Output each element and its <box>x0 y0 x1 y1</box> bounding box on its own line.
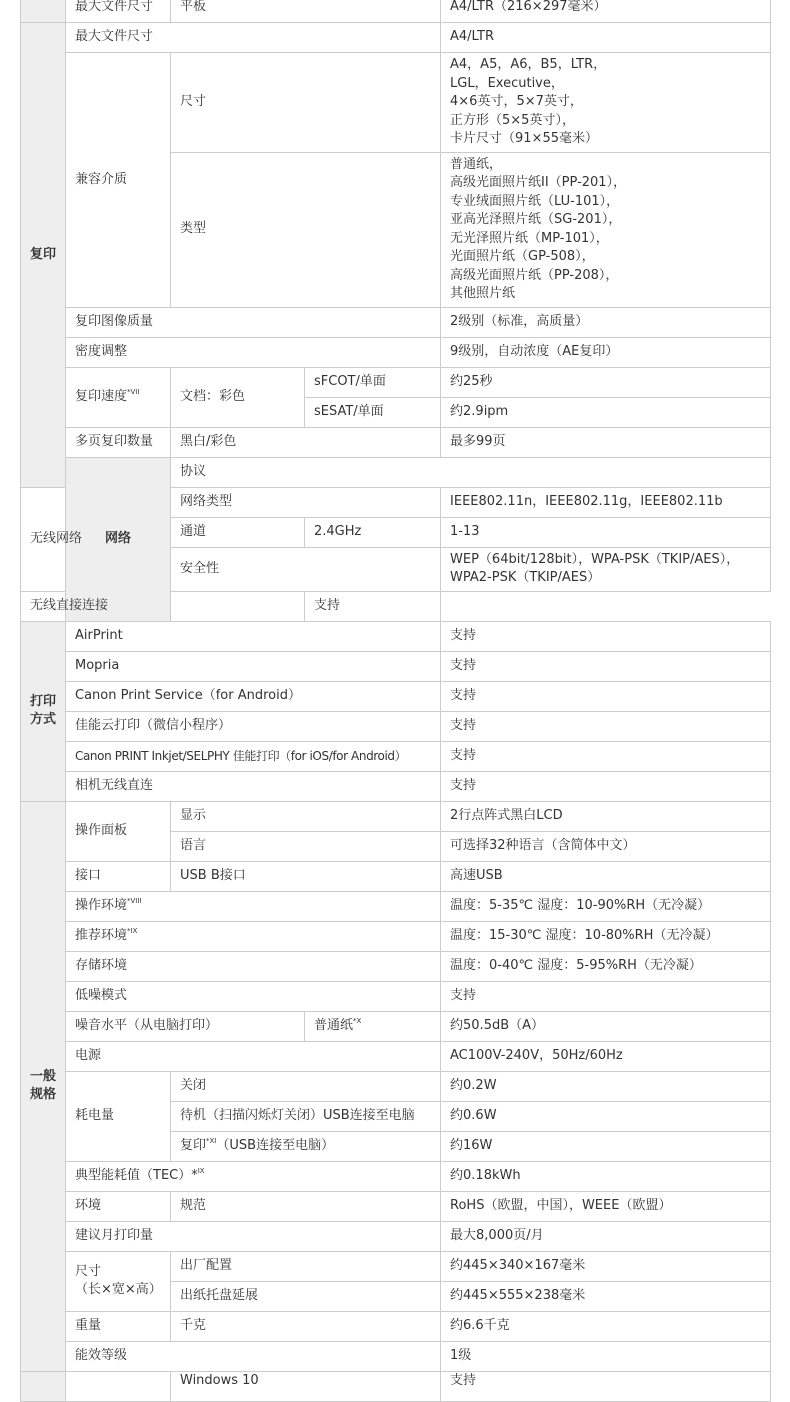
row-value: 支持 <box>305 591 441 621</box>
row-sublabel: 普通纸$^{*X}$ <box>305 1011 441 1041</box>
type-line: 高级光面照片纸（PP-208）， <box>450 267 619 283</box>
type-line: 其他照片纸 <box>450 286 516 301</box>
row-sublabel: 出纸托盘延展 <box>171 1281 441 1311</box>
table-row <box>21 1251 771 1281</box>
row-sublabel: 2.4GHz <box>305 517 441 547</box>
type-line: 无光泽照片纸（MP-101）， <box>450 230 609 246</box>
row-value: 2行点阵式黑白LCD <box>441 801 771 831</box>
row-label: 尺寸 （长×宽×高） <box>66 1251 171 1311</box>
size-line: LGL，Executive， <box>450 75 564 91</box>
row-value: 约16W <box>441 1131 771 1161</box>
row-value: 约2.9ipm <box>441 397 771 427</box>
row-label: 无线直接连接 <box>21 591 305 621</box>
table-row <box>21 1371 771 1401</box>
row-label: 相机无线直连 <box>66 771 441 801</box>
category-general: 一般 规格 <box>21 801 66 1371</box>
row-value: 约50.5dB（A） <box>441 1011 771 1041</box>
table-row <box>21 921 771 951</box>
spec-table <box>20 0 771 1402</box>
table-row <box>21 591 771 621</box>
row-sublabel: 通道 <box>171 517 305 547</box>
row-value: 约445×340×167毫米 <box>441 1251 771 1281</box>
footnote-mark: IX <box>197 1166 205 1175</box>
footnote-mark: *VIII <box>127 896 142 905</box>
row-label: 电源 <box>66 1041 441 1071</box>
row-value: 最多99页 <box>441 427 771 457</box>
row-value: 约0.18kWh <box>441 1161 771 1191</box>
table-row <box>21 681 771 711</box>
row-value: RoHS（欧盟，中国），WEEE（欧盟） <box>441 1191 771 1221</box>
row-value: A4/LTR（216×297毫米） <box>441 0 771 23</box>
table-row <box>21 53 771 153</box>
row-sublabel: USB B接口 <box>171 861 441 891</box>
row-value: 支持 <box>441 771 771 801</box>
row-label: Canon PRINT Inkjet/SELPHY 佳能打印（for iOS/for Android） <box>66 741 441 771</box>
table-row <box>21 367 771 397</box>
row-label: Mopria <box>66 651 441 681</box>
row-value: IEEE802.11n，IEEE802.11g，IEEE802.11b <box>441 487 771 517</box>
table-row <box>21 801 771 831</box>
table-row <box>21 1221 771 1251</box>
table-row <box>21 711 771 741</box>
row-value: 温度：0-40℃ 湿度：5-95%RH（无冷凝） <box>441 951 771 981</box>
row-label: 多页复印数量 <box>66 427 171 457</box>
table-row <box>21 741 771 771</box>
row-sublabel: 文档：彩色 <box>171 367 305 427</box>
row-label: 协议 <box>171 457 771 487</box>
type-line: 亚高光泽照片纸（SG-201）， <box>450 212 622 227</box>
row-label: 环境 <box>66 1191 171 1221</box>
table-row <box>21 337 771 367</box>
row-sublabel: 显示 <box>171 801 441 831</box>
table-row <box>21 891 771 921</box>
table-row <box>21 651 771 681</box>
row-sublabel: 出厂配置 <box>171 1251 441 1281</box>
row-value: 约445×555×238毫米 <box>441 1281 771 1311</box>
table-row <box>21 1041 771 1071</box>
row-value: 约25秒 <box>441 367 771 397</box>
row-label: 兼容介质 <box>66 53 171 308</box>
row-value: 可选择32种语言（含简体中文） <box>441 831 771 861</box>
row-sublabel: 黑白/彩色 <box>171 427 441 457</box>
row-value <box>441 152 771 307</box>
security-line: WPA2-PSK（TKIP/AES） <box>450 570 601 585</box>
row-label: 佳能云打印（微信小程序） <box>66 711 441 741</box>
row-label: 操作面板 <box>66 801 171 861</box>
row-sublabel: 平板 <box>171 0 441 23</box>
size-line: A4，A5，A6，B5，LTR， <box>450 57 607 72</box>
row-label: 最大文件尺寸 <box>66 23 441 53</box>
category-cell <box>21 0 66 23</box>
row-value: 支持 <box>441 621 771 651</box>
category-copy: 复印 <box>21 23 66 488</box>
row-sublabel: sESAT/单面 <box>305 397 441 427</box>
row-sublabel: 待机（扫描闪烁灯关闭）USB连接至电脑 <box>171 1101 441 1131</box>
row-label: 最大文件尺寸 <box>66 0 171 23</box>
row-sublabel: 千克 <box>171 1311 441 1341</box>
table-row <box>21 1341 771 1371</box>
table-row <box>21 771 771 801</box>
table-row <box>21 457 771 487</box>
row-value: 温度：5-35℃ 湿度：10-90%RH（无冷凝） <box>441 891 771 921</box>
row-value <box>441 53 771 153</box>
copy-speed-label: 复印速度 <box>75 388 128 404</box>
category-cell <box>21 1371 66 1401</box>
type-line: 普通纸， <box>450 156 503 172</box>
row-label: 接口 <box>66 861 171 891</box>
footnote-mark: *X <box>353 1016 362 1025</box>
table-row <box>21 1161 771 1191</box>
row-label: 能效等级 <box>66 1341 441 1371</box>
row-value: 最大8,000页/月 <box>441 1221 771 1251</box>
row-value: 支持 <box>441 711 771 741</box>
row-sublabel: 语言 <box>171 831 441 861</box>
table-row <box>21 1191 771 1221</box>
row-label: 推荐环境$^{*IX}$ <box>66 921 441 951</box>
row-label: Canon Print Service（for Android） <box>66 681 441 711</box>
size-line: 正方形（5×5英寸）， <box>450 112 575 128</box>
row-value: 1-13 <box>441 517 771 547</box>
row-label: AirPrint <box>66 621 441 651</box>
table-row <box>21 1071 771 1101</box>
row-sublabel: 规范 <box>171 1191 441 1221</box>
row-label: 密度调整 <box>66 337 441 367</box>
footnote-mark: *VII <box>127 387 140 396</box>
row-label <box>66 367 171 427</box>
row-value: 9级别，自动浓度（AE复印） <box>441 337 771 367</box>
row-value: AC100V-240V，50Hz/60Hz <box>441 1041 771 1071</box>
row-value: 支持 <box>441 681 771 711</box>
row-value: 支持 <box>441 981 771 1011</box>
row-label: 无线网络 <box>21 487 66 591</box>
table-row <box>21 1311 771 1341</box>
row-label: 复印图像质量 <box>66 307 441 337</box>
row-value: 约6.6千克 <box>441 1311 771 1341</box>
table-row <box>21 861 771 891</box>
security-line: WEP（64bit/128bit），WPA-PSK（TKIP/AES）， <box>450 551 740 567</box>
row-sublabel: 安全性 <box>171 547 441 591</box>
row-label: 重量 <box>66 1311 171 1341</box>
table-row <box>21 427 771 457</box>
type-line: 光面照片纸（GP-508）， <box>450 249 595 264</box>
row-value <box>441 547 771 591</box>
row-value: 约0.6W <box>441 1101 771 1131</box>
row-sublabel: 尺寸 <box>171 53 441 153</box>
row-value: 支持 <box>441 1371 771 1401</box>
row-sublabel: sFCOT/单面 <box>305 367 441 397</box>
row-sublabel: 关闭 <box>171 1071 441 1101</box>
row-sublabel: 类型 <box>171 152 441 307</box>
row-label: 典型能耗值（TEC）*$^{IX}$ <box>66 1161 441 1191</box>
row-label: 建议月打印量 <box>66 1221 441 1251</box>
table-row <box>21 23 771 53</box>
row-value: 1级 <box>441 1341 771 1371</box>
row-value: 温度：15-30℃ 湿度：10-80%RH（无冷凝） <box>441 921 771 951</box>
row-sublabel: 网络类型 <box>171 487 441 517</box>
table-row <box>21 307 771 337</box>
type-line: 高级光面照片纸II（PP-201）， <box>450 175 627 190</box>
row-value: 2级别（标准，高质量） <box>441 307 771 337</box>
row-label: 噪音水平（从电脑打印） <box>66 1011 305 1041</box>
table-row <box>21 621 771 651</box>
row-value: 支持 <box>441 741 771 771</box>
row-label: 存储环境 <box>66 951 441 981</box>
table-row <box>21 981 771 1011</box>
row-sublabel: Windows 10 <box>171 1371 441 1401</box>
row-label: 操作环境$^{*VIII}$ <box>66 891 441 921</box>
row-value: 约0.2W <box>441 1071 771 1101</box>
row-value: 高速USB <box>441 861 771 891</box>
footnote-mark: *IX <box>127 926 138 935</box>
category-print-methods: 打印 方式 <box>21 621 66 801</box>
table-row <box>21 0 771 23</box>
row-value: 支持 <box>441 651 771 681</box>
row-label: 低噪模式 <box>66 981 441 1011</box>
size-line: 卡片尺寸（91×55毫米） <box>450 131 598 146</box>
row-label <box>66 1371 171 1401</box>
size-line: 4×6英寸，5×7英寸， <box>450 94 583 109</box>
category-network: 网络 <box>66 457 171 621</box>
footnote-mark: *XI <box>206 1136 217 1145</box>
table-row <box>21 1011 771 1041</box>
type-line: 专业绒面照片纸（LU-101）， <box>450 193 620 209</box>
row-value: A4/LTR <box>441 23 771 53</box>
row-sublabel: 复印$^{*XI}$（USB连接至电脑） <box>171 1131 441 1161</box>
table-row <box>21 951 771 981</box>
row-label: 耗电量 <box>66 1071 171 1161</box>
